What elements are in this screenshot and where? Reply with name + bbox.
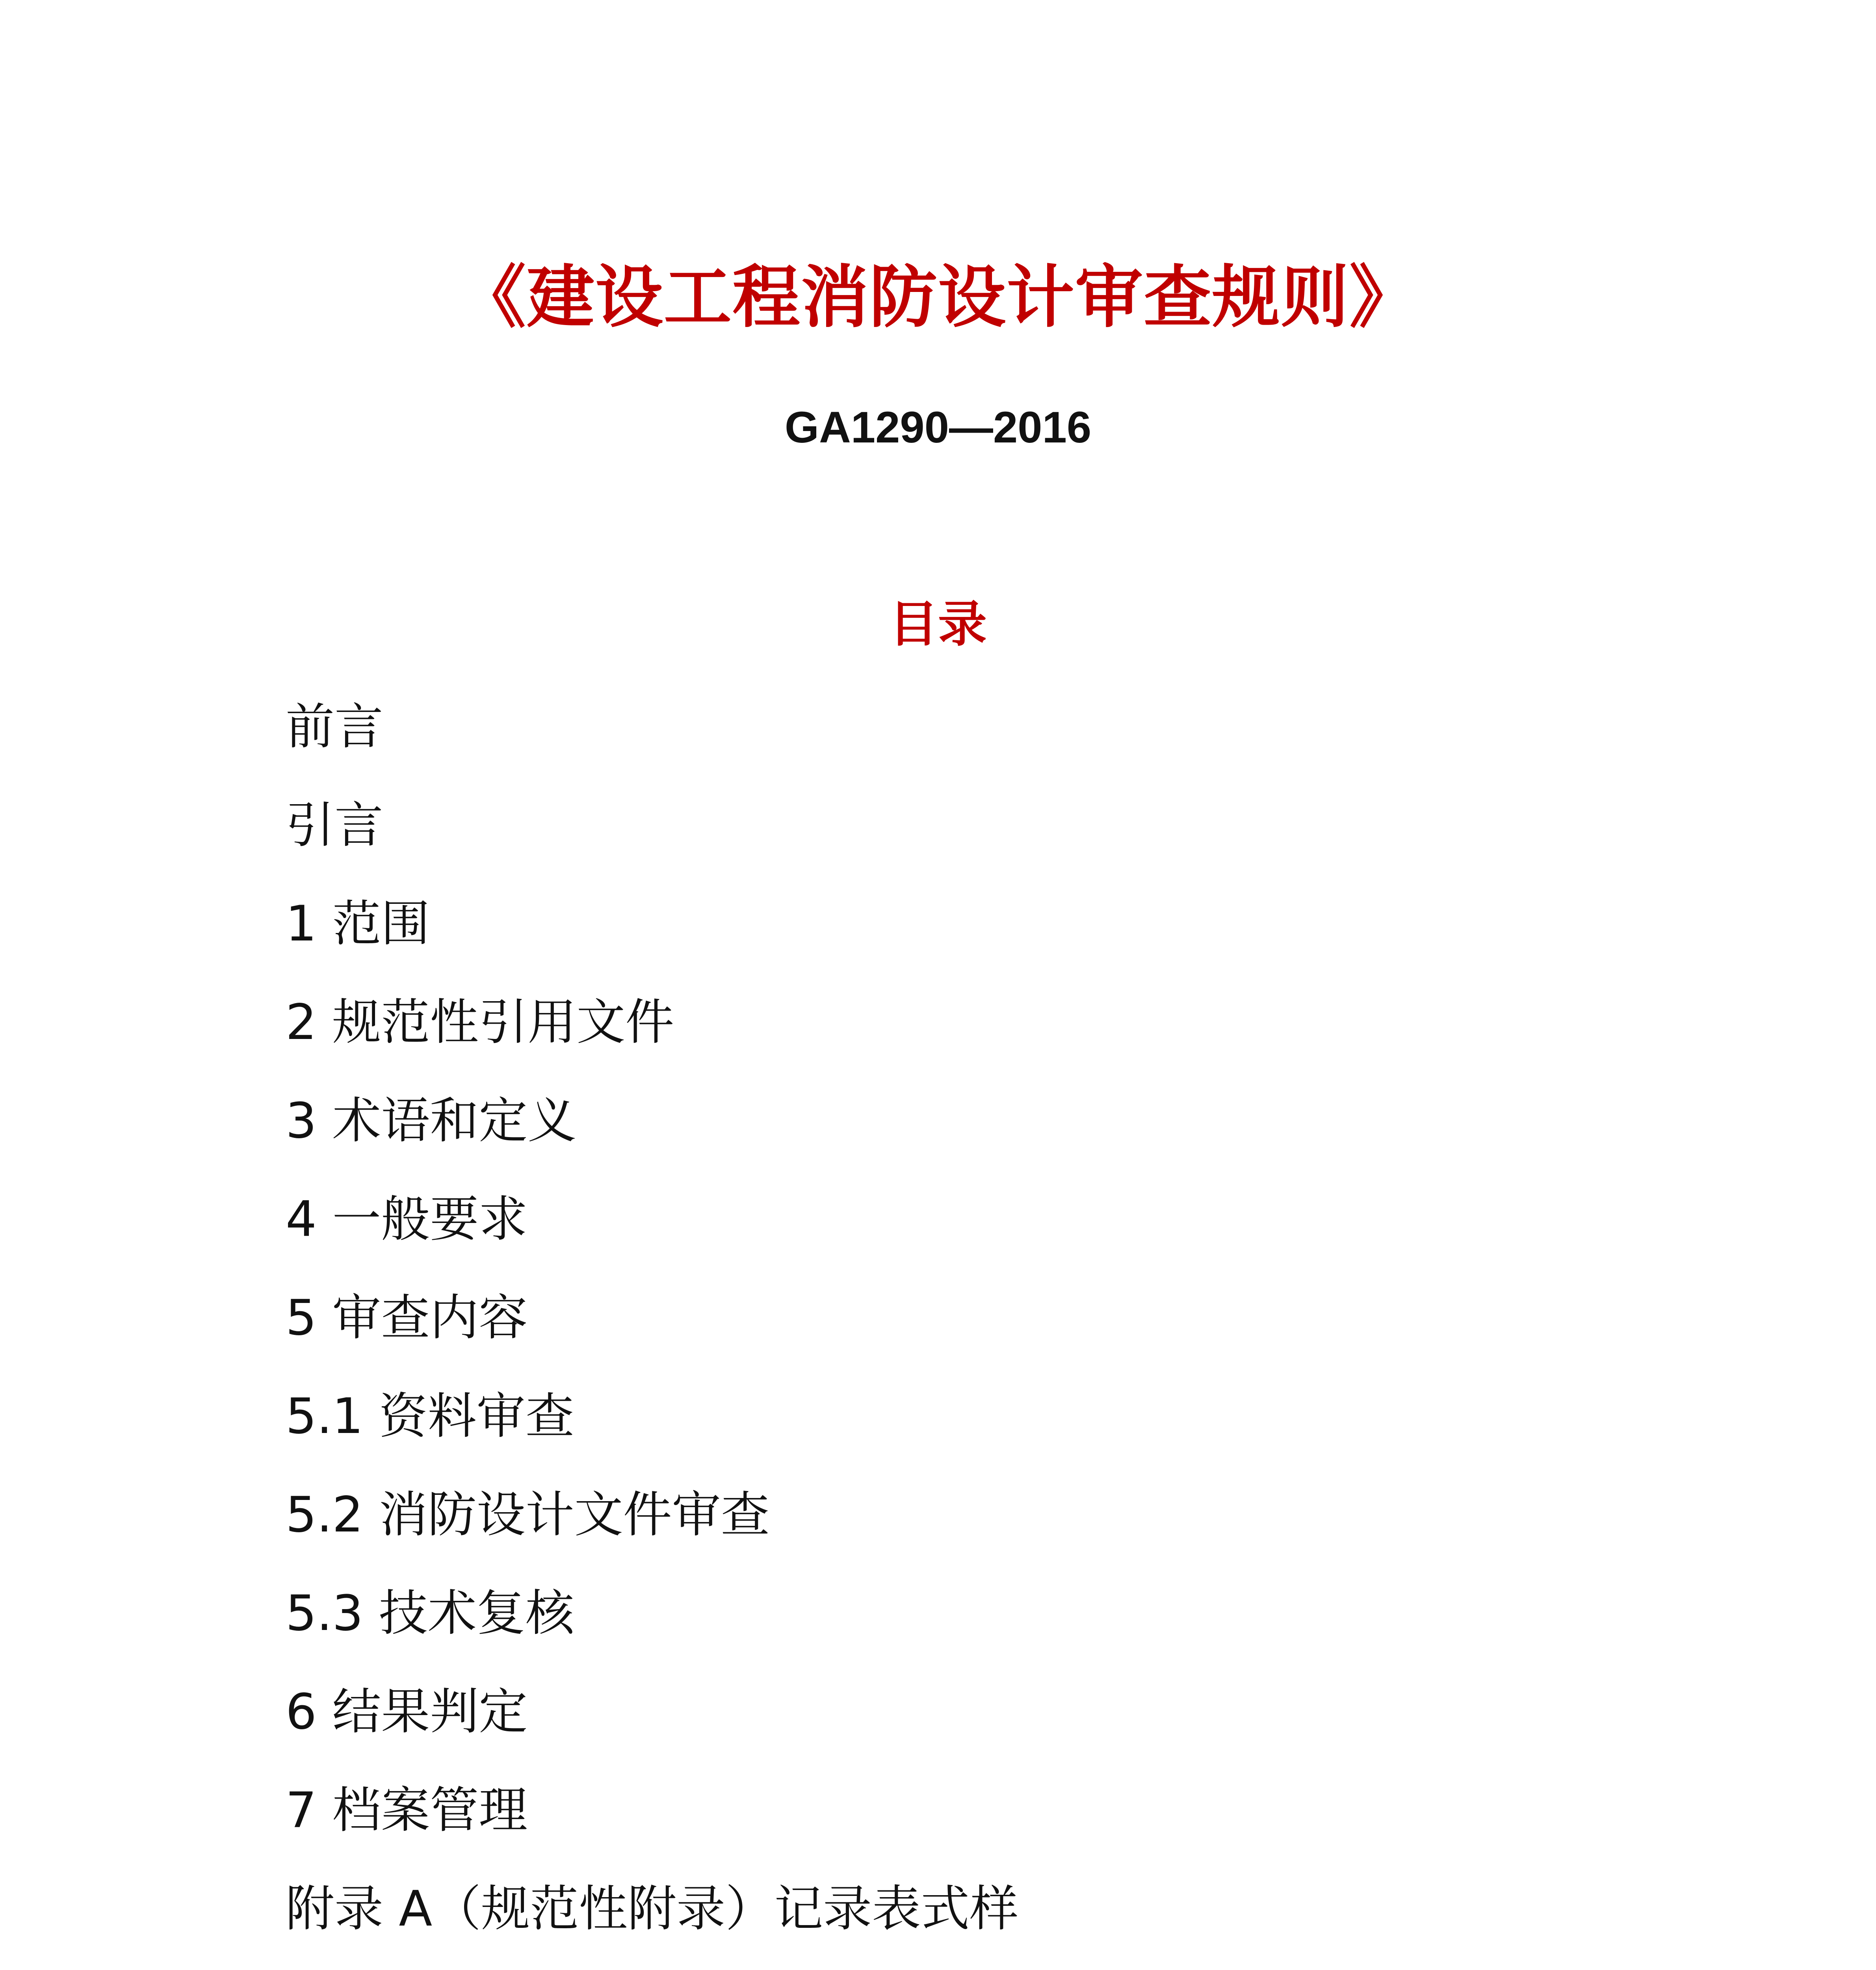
toc-item-result-judgment: 6 结果判定 <box>286 1684 528 1740</box>
table-of-contents <box>286 686 1458 1970</box>
standard-code: GA1290—2016 <box>784 403 1092 452</box>
toc-heading: 目录 <box>889 596 987 653</box>
document-title: 《建设工程消防设计审查规则》 <box>458 258 1418 337</box>
toc-item-appendix-a: 附录 A（规范性附录）记录表式样 <box>286 1881 1019 1937</box>
toc-item-normative-references: 2 规范性引用文件 <box>286 994 674 1051</box>
toc-item-appendix-b <box>286 1966 1458 1970</box>
toc-item-design-file-review: 5.2 消防设计文件审查 <box>286 1487 770 1543</box>
toc-item-technical-recheck: 5.3 技术复核 <box>286 1585 574 1642</box>
toc-item-preface: 前言 <box>286 699 384 755</box>
toc-item-terms-definitions: 3 术语和定义 <box>286 1093 577 1149</box>
toc-item-document-review: 5.1 资料审查 <box>286 1388 574 1445</box>
toc-item-scope: 1 范围 <box>286 896 430 952</box>
toc-item-general-requirements: 4 一般要求 <box>286 1191 528 1248</box>
toc-item-review-content: 5 审查内容 <box>286 1290 528 1346</box>
toc-item-introduction: 引言 <box>286 797 384 854</box>
toc-item-archive-management: 7 档案管理 <box>286 1782 528 1839</box>
